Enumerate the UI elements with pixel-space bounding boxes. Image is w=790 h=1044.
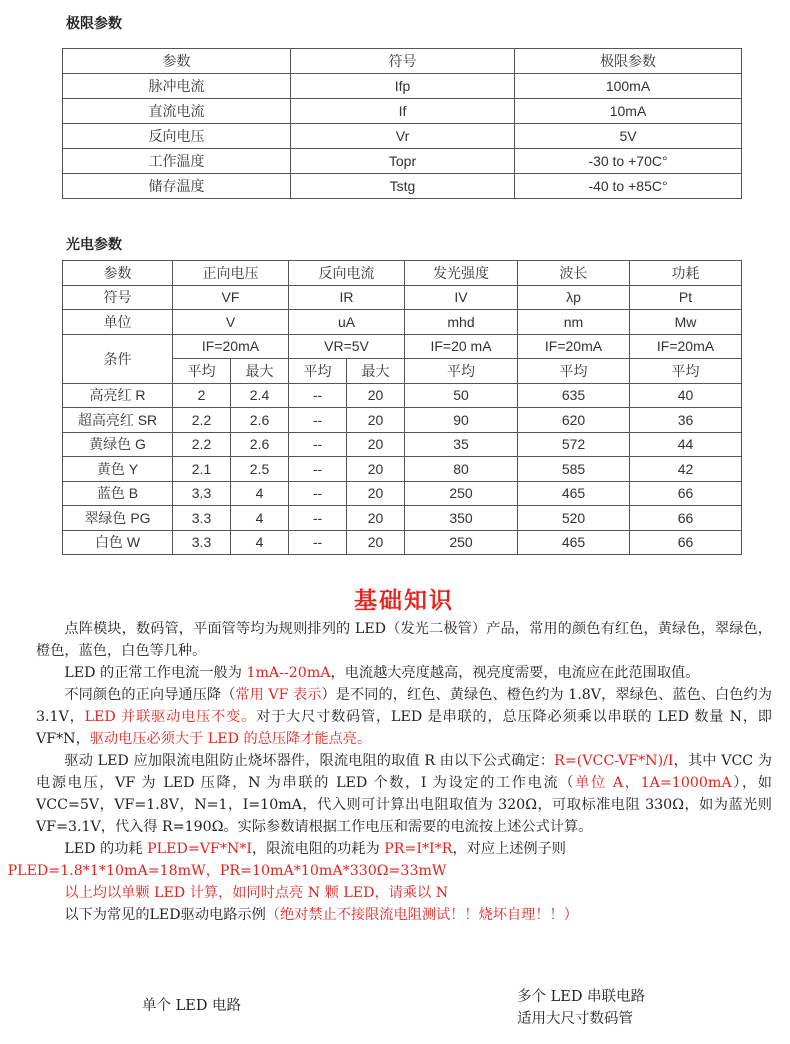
table-row [63, 530, 742, 555]
table-cell: 36 [630, 408, 742, 433]
table-cell: 2.4 [231, 383, 289, 408]
table-cell: 平均 [518, 359, 630, 384]
table-cell: -- [289, 481, 347, 506]
table-cell: 3.3 [173, 481, 231, 506]
table-cell: 42 [630, 457, 742, 482]
table-cell: 350 [405, 506, 518, 531]
table-cell: 黄绿色 G [63, 432, 173, 457]
table-cell: 平均 [630, 359, 742, 384]
table-cell: 585 [518, 457, 630, 482]
table-cell: 2.6 [231, 432, 289, 457]
header-cell: 波长 [518, 261, 630, 286]
table-cell: Vr [291, 124, 515, 149]
table-row [63, 506, 742, 531]
paragraph: 以下为常见的LED驱动电路示例（绝对禁止不接限流电阻测试！！烧坏自理！！） [64, 907, 578, 923]
opto-params-table [62, 260, 742, 555]
table-row [63, 149, 742, 174]
table-cell: 520 [518, 506, 630, 531]
table-cell: 35 [405, 432, 518, 457]
table-cell: 465 [518, 530, 630, 555]
opto-params-title: 光电参数 [66, 236, 122, 252]
header-cell: 功耗 [630, 261, 742, 286]
table-cell: 20 [347, 506, 405, 531]
table-row [63, 124, 742, 149]
table-cell: IR [289, 285, 405, 310]
table-cell: 100mA [515, 74, 742, 99]
table-cell: -- [289, 530, 347, 555]
table-cell: 4 [231, 506, 289, 531]
limit-header-row [63, 49, 742, 74]
table-row [63, 432, 742, 457]
table-cell: mhd [405, 310, 518, 335]
paragraph: LED 的正常工作电流一般为 1mA--20mA，电流越大亮度越高，视亮度需要，电流应在此范围取值。 [64, 665, 700, 681]
table-cell: 20 [347, 432, 405, 457]
table-cell: 66 [630, 481, 742, 506]
article-heading: 基础知识 [354, 587, 454, 614]
table-cell: 66 [630, 530, 742, 555]
table-row [63, 99, 742, 124]
table-cell: 4 [231, 530, 289, 555]
table-cell: 直流电流 [63, 99, 291, 124]
table-cell: 465 [518, 481, 630, 506]
table-cell: 最大 [347, 359, 405, 384]
table-cell: 符号 [63, 285, 173, 310]
table-cell: 高亮红 R [63, 383, 173, 408]
paragraph: 不同颜色的正向导通压降（常用 VF 表示）是不同的，红色、黄绿色、橙色约为 1.8V，翠绿色、蓝色、白色约为 3.1V，LED 并联驱动电压不变。对于大尺寸数码管，LED 是串联的，总压降必须乘以串联的 LED 数量 N，即 VF*N，驱动电压必须大于 LED 的总压降才能点亮。 [36, 687, 772, 747]
table-cell: 翠绿色 PG [63, 506, 173, 531]
table-cell: uA [289, 310, 405, 335]
header-cell: 参数 [63, 49, 291, 74]
table-cell: -30 to +70C° [515, 149, 742, 174]
table-cell: 蓝色 B [63, 481, 173, 506]
table-cell: -40 to +85C° [515, 174, 742, 199]
opto-header-row [63, 261, 742, 286]
table-cell: 最大 [231, 359, 289, 384]
table-row [63, 481, 742, 506]
table-cell: 平均 [173, 359, 231, 384]
table-cell: 20 [347, 383, 405, 408]
table-cell: 20 [347, 408, 405, 433]
table-cell: -- [289, 432, 347, 457]
table-cell: VR=5V [289, 334, 405, 359]
table-cell: 635 [518, 383, 630, 408]
table-cell: Tstg [291, 174, 515, 199]
table-cell: 条件 [63, 334, 173, 383]
table-cell: 3.3 [173, 530, 231, 555]
table-cell: -- [289, 408, 347, 433]
table-cell: 10mA [515, 99, 742, 124]
table-cell: 572 [518, 432, 630, 457]
table-row [63, 383, 742, 408]
table-cell: 平均 [405, 359, 518, 384]
table-cell: 5V [515, 124, 742, 149]
table-cell: 620 [518, 408, 630, 433]
header-cell: 参数 [63, 261, 173, 286]
table-cell: 80 [405, 457, 518, 482]
table-cell: 2.6 [231, 408, 289, 433]
table-cell: 黄色 Y [63, 457, 173, 482]
table-cell: 2 [173, 383, 231, 408]
table-cell: 66 [630, 506, 742, 531]
table-cell: 4 [231, 481, 289, 506]
opto-condition-row [63, 334, 742, 359]
table-cell: 2.2 [173, 432, 231, 457]
table-row [63, 74, 742, 99]
table-cell: 脉冲电流 [63, 74, 291, 99]
table-cell: IF=20 mA [405, 334, 518, 359]
table-cell: Mw [630, 310, 742, 335]
table-cell: Pt [630, 285, 742, 310]
table-cell: IV [405, 285, 518, 310]
table-cell: 单位 [63, 310, 173, 335]
basic-knowledge-article [7, 586, 772, 926]
table-cell: 3.3 [173, 506, 231, 531]
header-cell: 发光强度 [405, 261, 518, 286]
table-cell: 超高亮红 SR [63, 408, 173, 433]
table-cell: 250 [405, 481, 518, 506]
header-cell: 符号 [291, 49, 515, 74]
header-cell: 反向电流 [289, 261, 405, 286]
table-cell: 储存温度 [63, 174, 291, 199]
table-cell: 白色 W [63, 530, 173, 555]
table-cell: 2.5 [231, 457, 289, 482]
paragraph: 点阵模块，数码管，平面管等均为规则排列的 LED（发光二极管）产品，常用的颜色有红色，黄绿色，翠绿色，橙色，蓝色，白色等几种。 [36, 621, 772, 659]
limit-params-table [62, 48, 742, 199]
table-cell: Ifp [291, 74, 515, 99]
table-cell: nm [518, 310, 630, 335]
table-cell: λp [518, 285, 630, 310]
table-cell: 250 [405, 530, 518, 555]
table-cell: 反向电压 [63, 124, 291, 149]
table-cell: VF [173, 285, 289, 310]
table-cell: 50 [405, 383, 518, 408]
caption-multi-led: 多个 LED 串联电路 适用大尺寸数码管 [517, 989, 646, 1027]
table-cell: 44 [630, 432, 742, 457]
table-cell: -- [289, 457, 347, 482]
paragraph: 以上均以单颗 LED 计算，如同时点亮 N 颗 LED，请乘以 N [64, 885, 449, 901]
table-cell: 40 [630, 383, 742, 408]
paragraph: LED 的功耗 PLED=VF*N*I，限流电阻的功耗为 PR=I*I*R，对应上述例子则 PLED=1.8*1*10mA=18mW，PR=10mA*10mA*330Ω=33mW [7, 841, 566, 879]
table-row [63, 408, 742, 433]
table-cell: 工作温度 [63, 149, 291, 174]
table-cell: IF=20mA [518, 334, 630, 359]
table-cell: 2.1 [173, 457, 231, 482]
table-cell: -- [289, 383, 347, 408]
table-row [63, 174, 742, 199]
header-cell: 正向电压 [173, 261, 289, 286]
limit-params-title: 极限参数 [66, 15, 122, 31]
table-cell: 20 [347, 457, 405, 482]
table-cell: 平均 [289, 359, 347, 384]
header-cell: 极限参数 [515, 49, 742, 74]
opto-symbol-row [63, 285, 742, 310]
table-cell: IF=20mA [173, 334, 289, 359]
paragraph: 驱动 LED 应加限流电阻防止烧坏器件，限流电阻的取值 R 由以下公式确定：R=(VCC-VF*N)/I，其中 VCC 为电源电压，VF 为 LED 压降，N 为串联的 LED 个数，I 为设定的工作电流（单位 A，1A=1000mA），如 VCC=5V，VF=1.8V，N=1，I=10mA，代入则可计算出电阻取值为 320Ω，可取标准电阻 330Ω，如为蓝光则 VF=3.1V，代入得 R=190Ω。实际参数请根据工作电压和需要的电流按上述公式计算。 [36, 753, 772, 835]
table-cell: 20 [347, 530, 405, 555]
table-row [63, 457, 742, 482]
table-cell: IF=20mA [630, 334, 742, 359]
table-cell: If [291, 99, 515, 124]
table-cell: -- [289, 506, 347, 531]
table-cell: 20 [347, 481, 405, 506]
table-cell: 2.2 [173, 408, 231, 433]
table-cell: 90 [405, 408, 518, 433]
table-cell: V [173, 310, 289, 335]
caption-single-led: 单个 LED 电路 [142, 998, 242, 1014]
table-cell: Topr [291, 149, 515, 174]
opto-unit-row [63, 310, 742, 335]
